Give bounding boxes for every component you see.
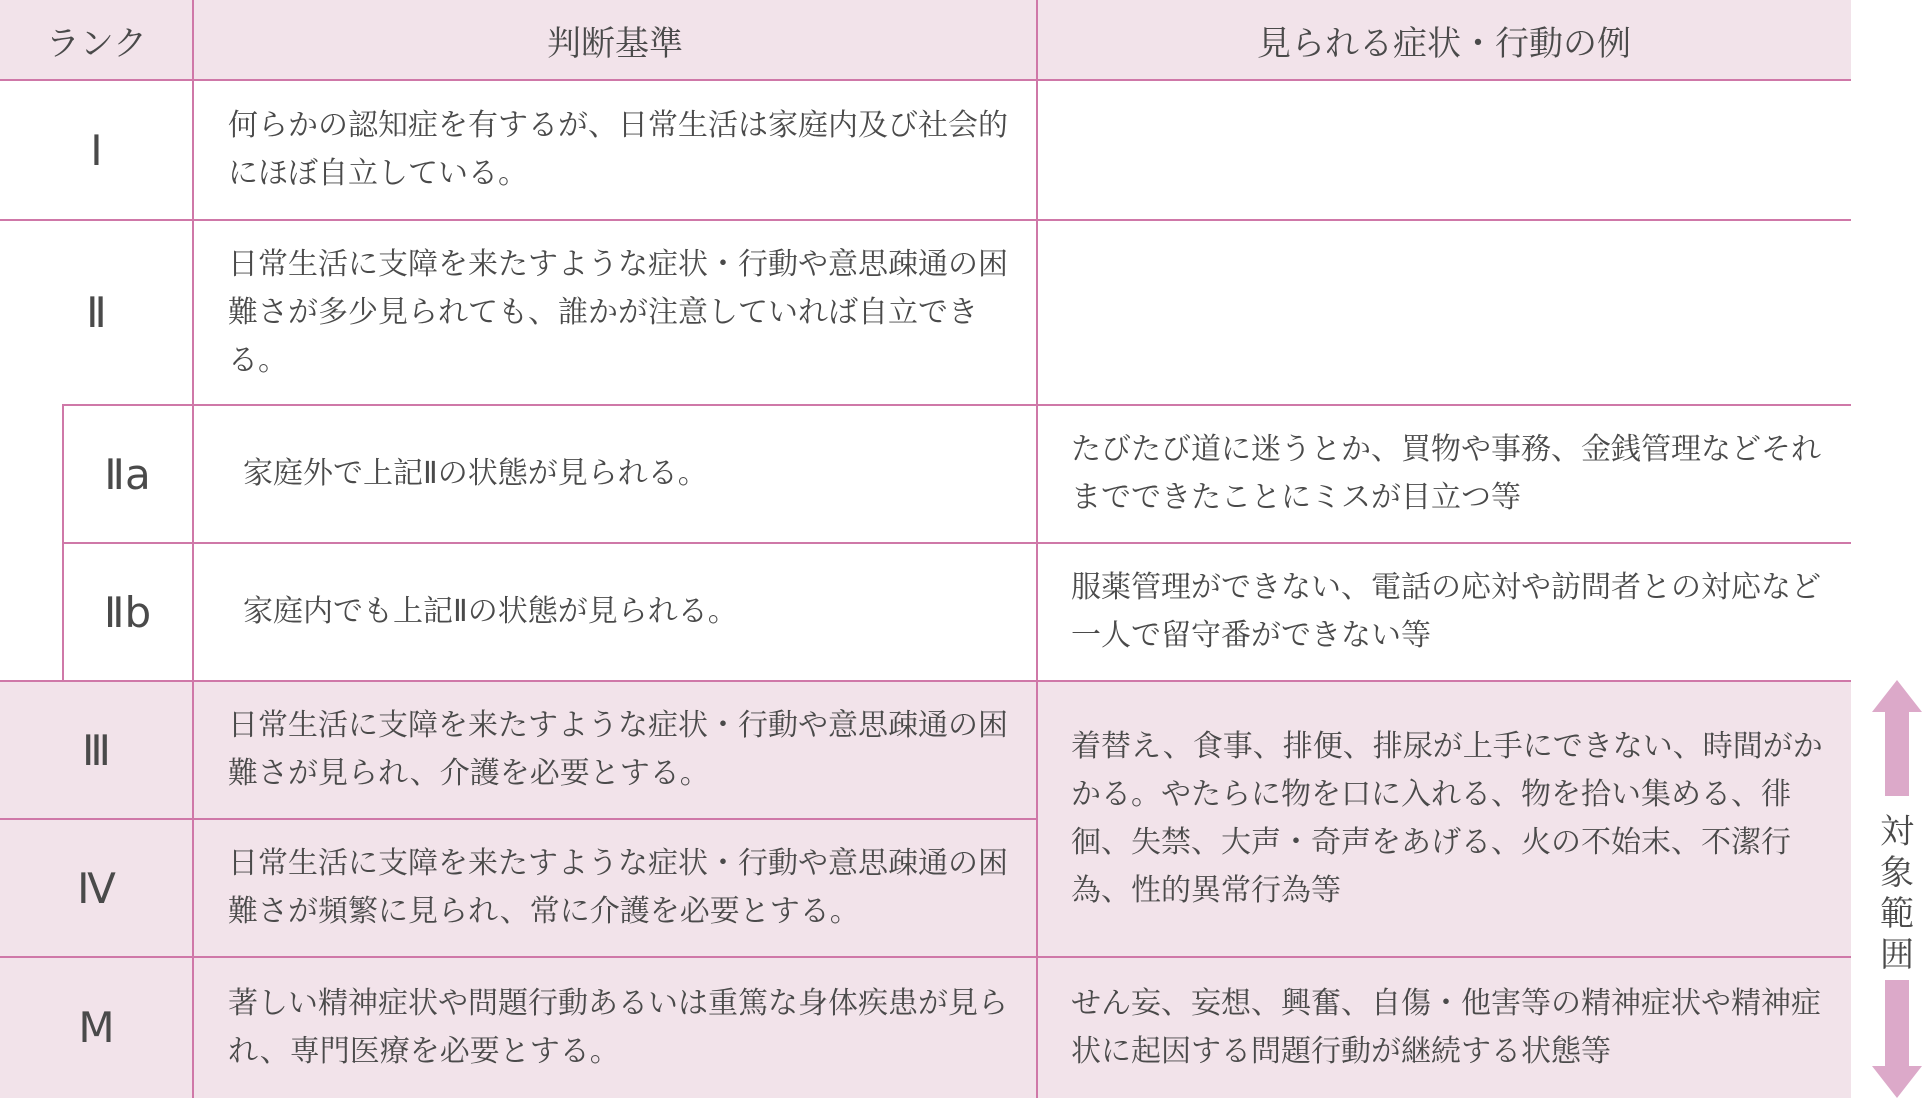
examples-m: せん妄、妄想、興奮、自傷・他害等の精神症状や精神症状に起因する問題行動が継続する状態等 xyxy=(1037,957,1851,1098)
rank-m: M xyxy=(0,957,193,1098)
criteria-3: 日常生活に支障を来たすような症状・行動や意思疎通の困難さが見られ、介護を必要とする。 xyxy=(193,681,1037,819)
criteria-2b: 家庭内でも上記Ⅱの状態が見られる。 xyxy=(243,594,738,629)
divider-row3 xyxy=(0,818,1037,820)
header-rank: ランク xyxy=(0,0,193,80)
arrow-up-icon xyxy=(1872,680,1922,796)
divider-row4 xyxy=(0,956,1851,958)
criteria-4: 日常生活に支障を来たすような症状・行動や意思疎通の困難さが頻繁に見られ、常に介護を必要とする。 xyxy=(193,819,1037,957)
header-criteria: 判断基準 xyxy=(193,0,1037,80)
examples-2a: たびたび道に迷うとか、買物や事務、金銭管理などそれまでできたことにミスが目立つ等 xyxy=(1071,432,1821,515)
examples-2b: 服薬管理ができない、電話の応対や訪問者との対応など一人で留守番ができない等 xyxy=(1071,570,1821,653)
divider-row2a xyxy=(62,542,1851,544)
criteria-1: 何らかの認知症を有するが、日常生活は家庭内及び社会的にほぼ自立している。 xyxy=(228,108,1008,191)
divider-col-criteria xyxy=(1036,0,1038,1098)
criteria-m: 著しい精神症状や問題行動あるいは重篤な身体疾患が見られ、専門医療を必要とする。 xyxy=(193,957,1037,1098)
rank-2a: Ⅱa xyxy=(104,449,151,499)
examples-1 xyxy=(1037,80,1851,220)
examples-3-4: 着替え、食事、排便、排尿が上手にできない、時間がかかる。やたらに物を口に入れる、物を拾い集める、徘徊、失禁、大声・奇声をあげる、火の不始末、不潔行為、性的異常行為等 xyxy=(1037,681,1851,957)
divider-row2b xyxy=(0,680,1851,682)
rank-4: Ⅳ xyxy=(0,819,193,957)
criteria-2a: 家庭外で上記Ⅱの状態が見られる。 xyxy=(243,456,708,491)
divider-sub-rank xyxy=(62,404,64,681)
rank-1: Ⅰ xyxy=(90,125,103,175)
header-examples: 見られる症状・行動の例 xyxy=(1037,0,1851,80)
divider-header xyxy=(0,79,1851,81)
divider-row1 xyxy=(0,219,1851,221)
divider-col-rank xyxy=(192,0,194,1098)
divider-row2 xyxy=(62,404,1851,406)
target-range-label: 対象範囲 xyxy=(1880,812,1914,975)
rank-3: Ⅲ xyxy=(0,681,193,819)
rank-2: Ⅱ xyxy=(86,288,107,337)
examples-2 xyxy=(1037,220,1851,405)
arrow-down-icon xyxy=(1872,980,1922,1098)
criteria-2: 日常生活に支障を来たすような症状・行動や意思疎通の困難さが多少見られても、誰かが注意していれば自立できる。 xyxy=(228,246,1008,378)
rank-2b: Ⅱb xyxy=(103,587,152,637)
